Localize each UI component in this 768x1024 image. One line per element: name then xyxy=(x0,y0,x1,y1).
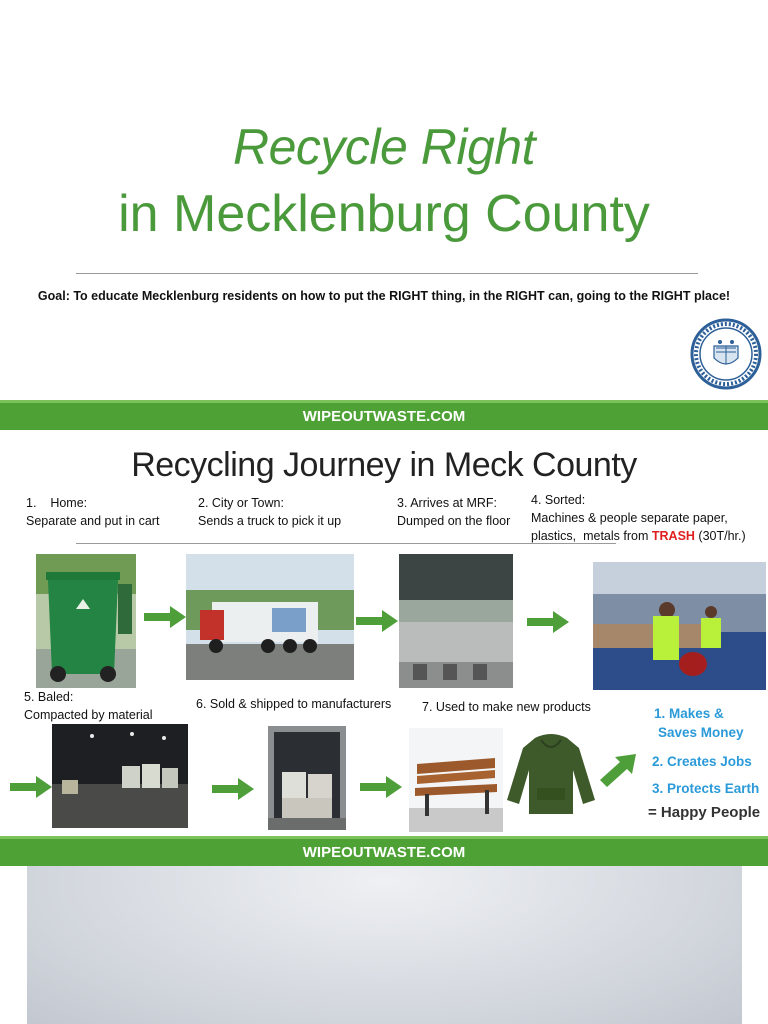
divider-rule xyxy=(76,273,698,274)
website-footer-band-2 xyxy=(0,836,768,866)
arrow-right-icon xyxy=(10,776,52,798)
benefit-2: 2. Creates Jobs xyxy=(652,754,752,769)
step-1 xyxy=(26,494,159,530)
step-2 xyxy=(198,494,341,530)
arrow-right-icon xyxy=(360,776,402,798)
arrow-right-icon xyxy=(212,778,254,800)
step-4-heading: 4. Sorted: xyxy=(531,493,586,507)
step-2-heading: 2. City or Town: xyxy=(198,496,284,510)
blank-slide xyxy=(27,866,742,1024)
trash-label: TRASH xyxy=(651,529,695,543)
step-1-detail: Separate and put in cart xyxy=(26,514,160,528)
step-2-detail: Sends a truck to pick it up xyxy=(198,514,342,528)
step-1-heading: 1. Home: xyxy=(26,496,88,510)
arrow-right-icon xyxy=(527,611,569,633)
step-3 xyxy=(397,494,510,530)
arrow-right-icon xyxy=(356,610,398,632)
divider-rule-2 xyxy=(76,543,616,544)
step-7-heading: 7. Used to make new products xyxy=(422,700,591,714)
park-bench-photo xyxy=(409,728,503,832)
county-seal-icon xyxy=(690,318,762,390)
step-4-detail-b2: (30T/hr.) xyxy=(694,529,746,543)
website-link[interactable]: WIPEOUTWASTE.COM xyxy=(302,408,466,425)
bales-warehouse-photo xyxy=(52,724,188,828)
journey-title: Recycling Journey in Meck County xyxy=(131,446,637,484)
website-link-2[interactable]: WIPEOUTWASTE.COM xyxy=(302,844,466,861)
step-4 xyxy=(531,491,746,545)
benefit-1b: Saves Money xyxy=(658,725,744,740)
benefit-1a: 1. Makes & xyxy=(654,706,724,721)
slide-title-italic: Recycle Right xyxy=(233,119,535,175)
goal-statement: Goal: To educate Mecklenburg residents on how to put the RIGHT thing, in the RIGHT can, going to the RIGHT place! xyxy=(37,289,731,303)
hoodie-photo xyxy=(505,730,597,816)
step-3-heading: 3. Arrives at MRF: xyxy=(397,496,498,510)
step-6 xyxy=(196,695,391,713)
benefit-3: 3. Protects Earth xyxy=(652,781,760,796)
arrow-right-icon xyxy=(144,606,186,628)
shipping-trailer-photo xyxy=(268,726,346,830)
step-5-heading: 5. Baled: xyxy=(24,690,74,704)
step-4-detail-b1: plastics, metals from xyxy=(531,529,652,543)
arrow-up-right-icon xyxy=(598,752,638,788)
step-3-detail: Dumped on the floor xyxy=(397,514,511,528)
happy-people-label: = Happy People xyxy=(648,804,761,821)
step-5 xyxy=(24,688,153,724)
step-5-detail: Compacted by material xyxy=(24,708,153,722)
mrf-floor-photo xyxy=(399,554,513,688)
title-slide xyxy=(0,0,768,400)
step-4-detail-a: Machines & people separate paper, xyxy=(531,511,728,525)
website-footer-band xyxy=(0,400,768,430)
step-6-heading: 6. Sold & shipped to manufacturers xyxy=(196,697,392,711)
slide-title-main: in Mecklenburg County xyxy=(118,185,650,243)
recycling-cart-photo xyxy=(36,554,136,688)
sorting-line-photo xyxy=(593,562,766,690)
recycling-truck-photo xyxy=(186,554,354,680)
step-7 xyxy=(422,698,591,716)
